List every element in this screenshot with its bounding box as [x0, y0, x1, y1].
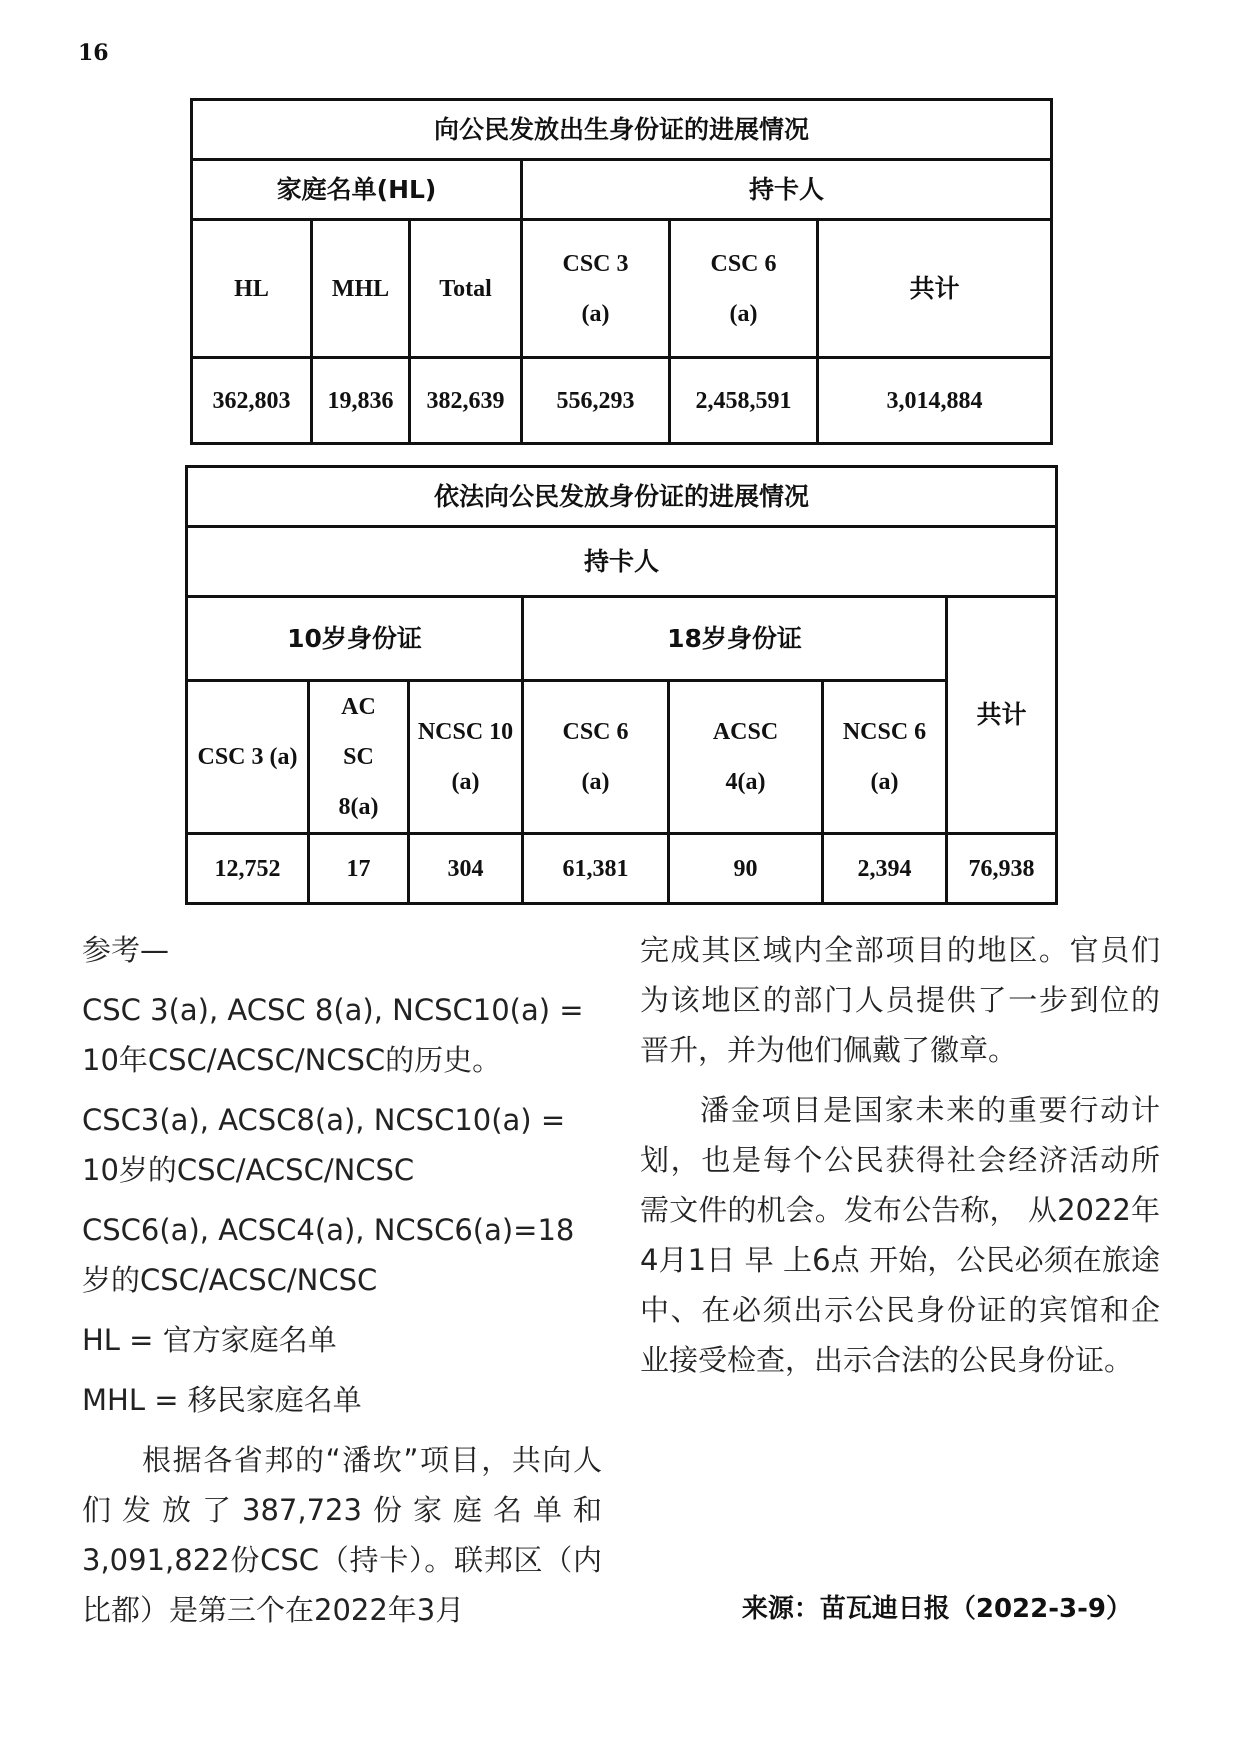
table-cell: 76,938 [947, 834, 1057, 904]
column-header: CSC 3 (a) [187, 681, 309, 834]
column-header: HL [192, 220, 312, 358]
reference-item: HL = 官方家庭名单 [82, 1323, 337, 1357]
table-cell: 19,836 [312, 358, 410, 444]
column-header: 共计 [818, 220, 1052, 358]
table-cell: 17 [309, 834, 409, 904]
reference-item: CSC 3(a), ACSC 8(a), NCSC10(a) = 10年CSC/ACSC/NCSC的历史。 [82, 993, 584, 1077]
page-number: 16 [78, 40, 109, 66]
legal-id-progress-table [185, 465, 1058, 905]
table-cell: 304 [409, 834, 523, 904]
column-header: ACSC 8(a) [309, 681, 409, 834]
total-header: 共计 [947, 597, 1057, 834]
column-header: MHL [312, 220, 410, 358]
table-cell: 382,639 [410, 358, 522, 444]
column-header: CSC 6(a) [523, 681, 669, 834]
card-holders-group-header: 持卡人 [522, 160, 1052, 220]
table-cell: 2,394 [823, 834, 947, 904]
table-cell: 90 [669, 834, 823, 904]
age-18-group-header: 18岁身份证 [523, 597, 947, 681]
birth-id-progress-table [190, 98, 1053, 445]
left-column [82, 925, 602, 1635]
table-cell: 362,803 [192, 358, 312, 444]
column-header: NCSC 10(a) [409, 681, 523, 834]
table-title: 向公民发放出生身份证的进展情况 [192, 100, 1052, 160]
table-cell: 2,458,591 [670, 358, 818, 444]
source-citation: 来源：苗瓦迪日报（2022-3-9） [741, 1594, 1132, 1624]
column-header: NCSC 6(a) [823, 681, 947, 834]
table-cell: 3,014,884 [818, 358, 1052, 444]
table-cell: 556,293 [522, 358, 670, 444]
body-paragraph: 完成其区域内全部项目的地区。官员们为该地区的部门人员提供了一步到位的晋升，并为他们佩戴了徽章。 [640, 933, 1160, 1067]
reference-heading: 参考— [82, 933, 170, 967]
body-paragraph: 潘金项目是国家未来的重要行动计划，也是每个公民获得社会经济活动所需文件的机会。发布公告称， 从2022年4月1日 早 上6点 开始，公民必须在旅途中、在必须出示公民身份证的宾馆和企业接受检查，出示合法的公民身份证。 [640, 1093, 1160, 1377]
table-title: 依法向公民发放身份证的进展情况 [187, 467, 1057, 527]
table-cell: 61,381 [523, 834, 669, 904]
age-10-group-header: 10岁身份证 [187, 597, 523, 681]
table-cell: 12,752 [187, 834, 309, 904]
column-header: ACSC 4(a) [669, 681, 823, 834]
right-column [640, 925, 1160, 1385]
column-header: CSC 6(a) [670, 220, 818, 358]
column-header: Total [410, 220, 522, 358]
reference-item: CSC6(a), ACSC4(a), NCSC6(a)=18岁的CSC/ACSC/NCSC [82, 1213, 575, 1297]
card-holders-header: 持卡人 [187, 527, 1057, 597]
column-header: CSC 3(a) [522, 220, 670, 358]
reference-item: CSC3(a), ACSC8(a), NCSC10(a) = 10岁的CSC/ACSC/NCSC [82, 1103, 566, 1187]
body-paragraph: 根据各省邦的“潘坎”项目，共向人们发放了387,723份家庭名单和3,091,822份CSC（持卡）。联邦区（内比都）是第三个在2022年3月 [82, 1443, 602, 1627]
reference-item: MHL = 移民家庭名单 [82, 1383, 362, 1417]
household-list-group-header: 家庭名单(HL) [192, 160, 522, 220]
